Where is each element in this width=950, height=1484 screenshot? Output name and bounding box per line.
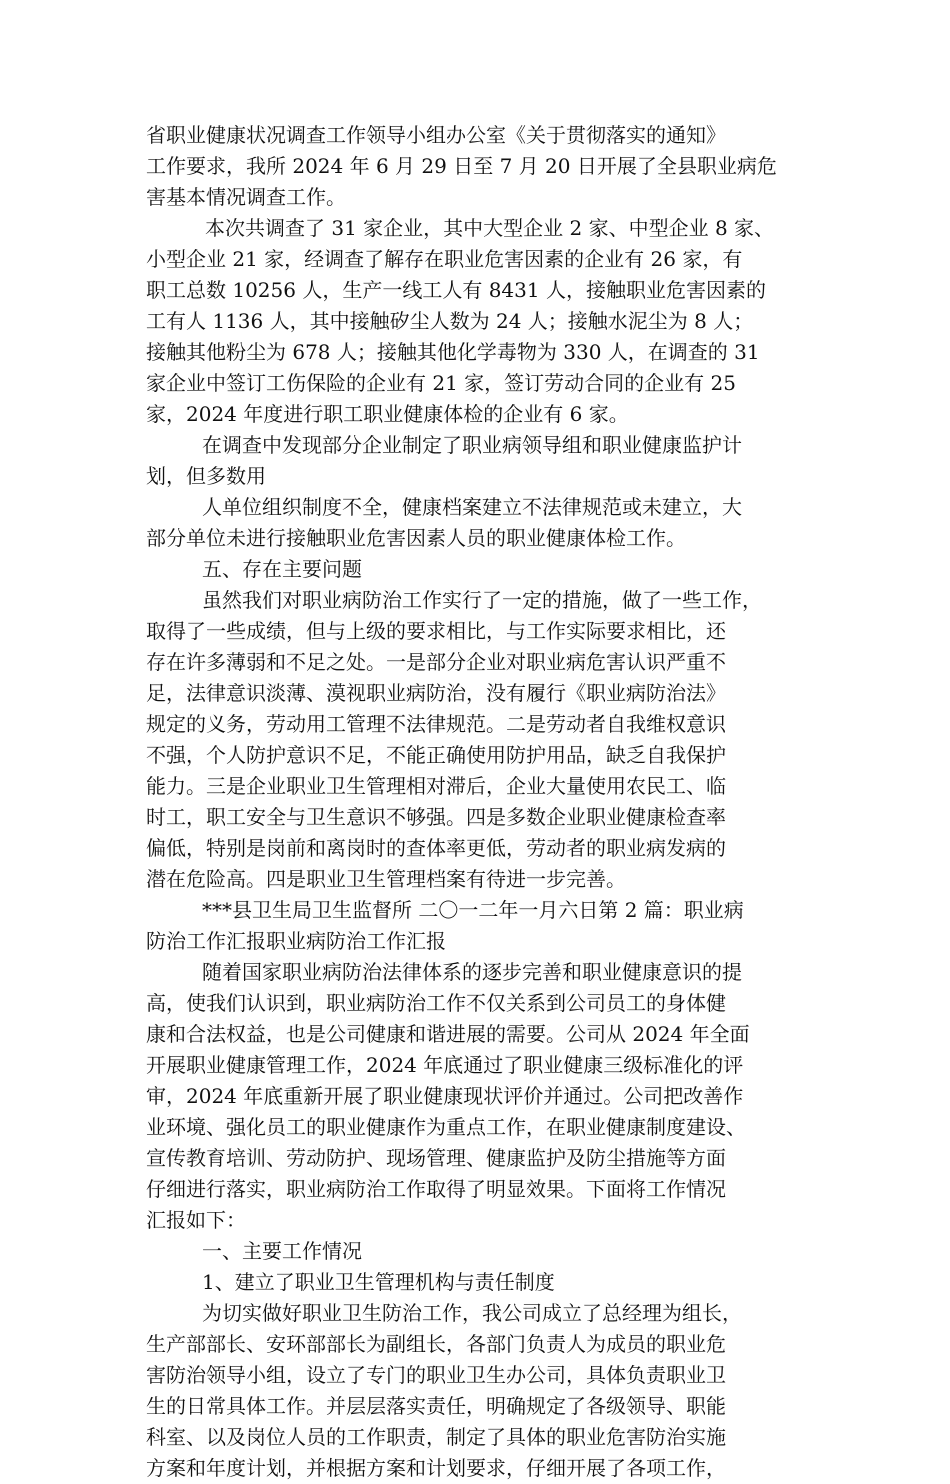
text-line: 科室、以及岗位人员的工作职责，制定了具体的职业危害防治实施 <box>146 1425 726 1449</box>
text-line: 工作要求，我所 2024 年 6 月 29 日至 7 月 20 日开展了全县职业病危 <box>146 154 777 178</box>
text-line: 审，2024 年底重新开展了职业健康现状评价并通过。公司把改善作 <box>146 1084 744 1108</box>
text-line: 划，但多数用 <box>146 464 266 488</box>
text-line: 接触其他粉尘为 678 人；接触其他化学毒物为 330 人，在调查的 31 <box>146 340 760 364</box>
paragraph-first-line: 在调查中发现部分企业制定了职业病领导组和职业健康监护计 <box>202 433 742 457</box>
text-line: 偏低，特别是岗前和离岗时的查体率更低，劳动者的职业病发病的 <box>146 836 726 860</box>
text-line: 汇报如下： <box>146 1208 246 1232</box>
text-line: 足，法律意识淡薄、漠视职业病防治，没有履行《职业病防治法》 <box>146 681 726 705</box>
text-line: 能力。三是企业职业卫生管理相对滞后，企业大量使用农民工、临 <box>146 774 726 798</box>
section-heading: 一、主要工作情况 <box>202 1239 362 1263</box>
text-line: 家企业中签订工伤保险的企业有 21 家，签订劳动合同的企业有 25 <box>146 371 736 395</box>
paragraph-first-line: 随着国家职业病防治法律体系的逐步完善和职业健康意识的提 <box>202 960 742 984</box>
text-line: 害防治领导小组，设立了专门的职业卫生办公司，具体负责职业卫 <box>146 1363 726 1387</box>
text-line: 家，2024 年度进行职工职业健康体检的企业有 6 家。 <box>146 402 629 426</box>
text-line: 生产部部长、安环部部长为副组长，各部门负责人为成员的职业危 <box>146 1332 726 1356</box>
text-line: 工有人 1136 人，其中接触矽尘人数为 24 人；接触水泥尘为 8 人； <box>146 309 754 333</box>
text-line: 康和合法权益，也是公司健康和谐进展的需要。公司从 2024 年全面 <box>146 1022 750 1046</box>
text-line: 不强，个人防护意识不足，不能正确使用防护用品，缺乏自我保护 <box>146 743 726 767</box>
text-line: 潜在危险高。四是职业卫生管理档案有待进一步完善。 <box>146 867 626 891</box>
text-line: 仔细进行落实，职业病防治工作取得了明显效果。下面将工作情况 <box>146 1177 726 1201</box>
text-line: 取得了一些成绩，但与上级的要求相比，与工作实际要求相比，还 <box>146 619 726 643</box>
text-line: 规定的义务，劳动用工管理不法律规范。二是劳动者自我维权意识 <box>146 712 726 736</box>
text-line: 宣传教育培训、劳动防护、现场管理、健康监护及防尘措施等方面 <box>146 1146 726 1170</box>
text-line: 部分单位未进行接触职业危害因素人员的职业健康体检工作。 <box>146 526 686 550</box>
paragraph-first-line: 为切实做好职业卫生防治工作，我公司成立了总经理为组长， <box>202 1301 742 1325</box>
paragraph-first-line: 本次共调查了 31 家企业，其中大型企业 2 家、中型企业 8 家、 <box>205 216 775 240</box>
text-line: 省职业健康状况调查工作领导小组办公室《关于贯彻落实的通知》 <box>146 123 726 147</box>
text-line: 生的日常具体工作。并层层落实责任，明确规定了各级领导、职能 <box>146 1394 726 1418</box>
text-line: 小型企业 21 家，经调查了解存在职业危害因素的企业有 26 家，有 <box>146 247 743 271</box>
signature-line: ***县卫生局卫生监督所 二〇一二年一月六日第 2 篇：职业病 <box>202 898 744 922</box>
document-body <box>146 120 810 1484</box>
text-line: 开展职业健康管理工作，2024 年底通过了职业健康三级标准化的评 <box>146 1053 744 1077</box>
subsection-heading: 1、建立了职业卫生管理机构与责任制度 <box>202 1270 555 1294</box>
text-line: 职工总数 10256 人，生产一线工人有 8431 人，接触职业危害因素的 <box>146 278 766 302</box>
text-line: 时工，职工安全与卫生意识不够强。四是多数企业职业健康检查率 <box>146 805 726 829</box>
text-line: 高，使我们认识到，职业病防治工作不仅关系到公司员工的身体健 <box>146 991 726 1015</box>
text-line: 业环境、强化员工的职业健康作为重点工作，在职业健康制度建设、 <box>146 1115 746 1139</box>
text-line: 存在许多薄弱和不足之处。一是部分企业对职业病危害认识严重不 <box>146 650 726 674</box>
paragraph-first-line: 虽然我们对职业病防治工作实行了一定的措施，做了一些工作， <box>202 588 762 612</box>
text-line: 防治工作汇报职业病防治工作汇报 <box>146 929 446 953</box>
paragraph-first-line: 人单位组织制度不全，健康档案建立不法律规范或未建立，大 <box>202 495 742 519</box>
section-heading: 五、存在主要问题 <box>202 557 362 581</box>
text-line: 害基本情况调查工作。 <box>146 185 346 209</box>
text-line: 方案和年度计划，并根据方案和计划要求，仔细开展了各项工作， <box>146 1456 726 1480</box>
